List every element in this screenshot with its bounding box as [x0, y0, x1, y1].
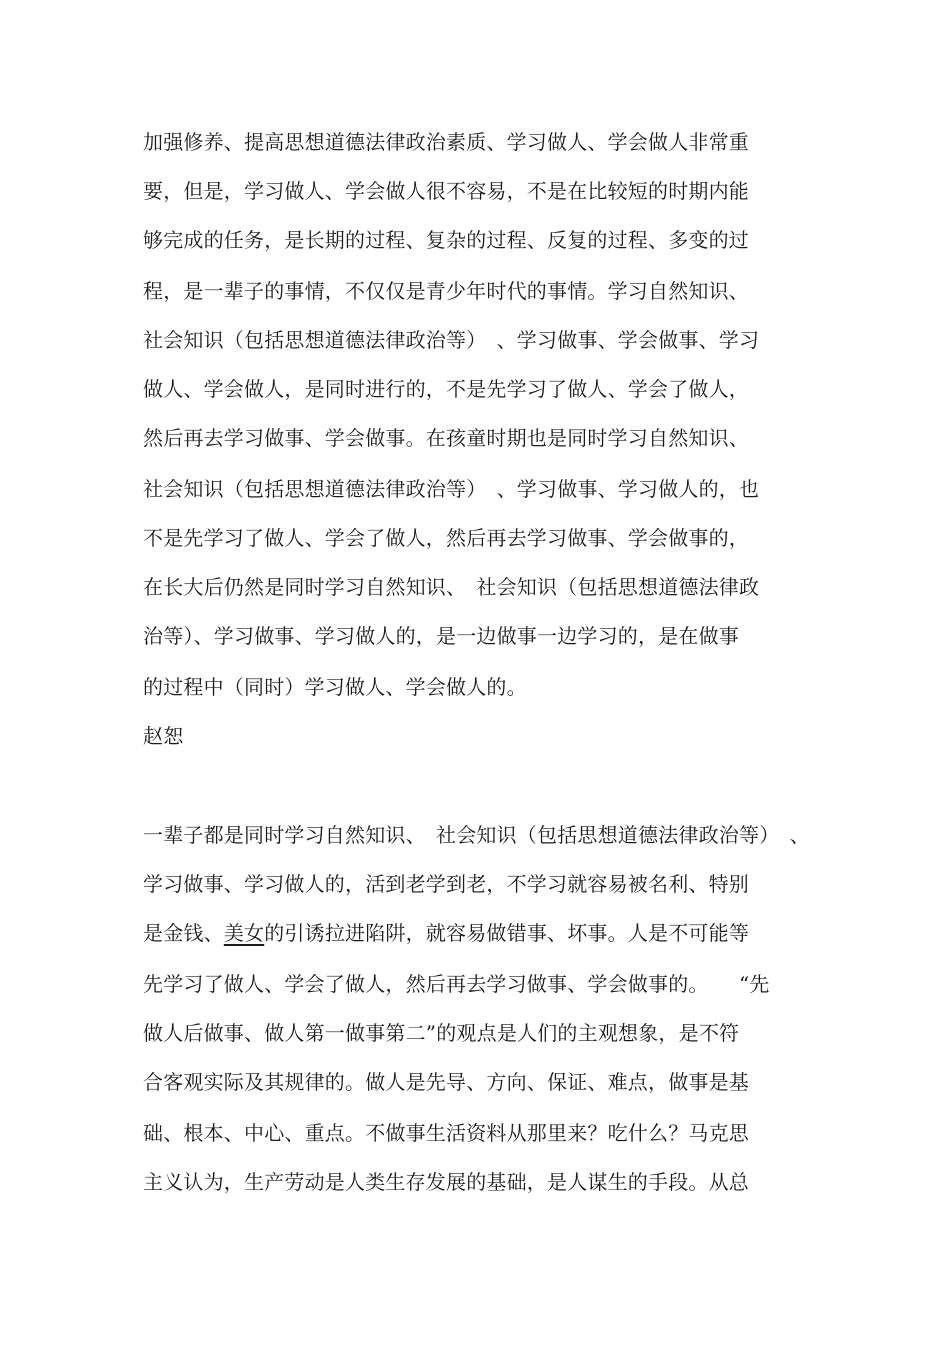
paragraph-line: 然后再去学习做事、学会做事。在孩童时期也是同时学习自然知识、 [143, 426, 749, 450]
beauty-link[interactable]: 美女 [223, 921, 265, 945]
line-segment: 的引诱拉进陷阱，就容易做错事、坏事。人是不可能等 [264, 921, 750, 945]
line-segment: 是金钱、 [143, 921, 224, 945]
paragraph-line: 治等）、学习做事、学习做人的，是一边做事一边学习的，是在做事 [143, 624, 739, 648]
paragraph-line: 够完成的任务，是长期的过程、复杂的过程、反复的过程、多变的过 [143, 228, 749, 252]
paragraph-line: 础、根本、中心、重点。不做事生活资料从那里来？吃什么？马克思 [143, 1121, 749, 1145]
paragraph-line: 学习做事、学习做人的，活到老学到老，不学习就容易被名利、特别 [143, 872, 749, 896]
paragraph-line: 社会知识（包括思想道德法律政治等） 、学习做事、学会做事、学习 [143, 328, 760, 352]
paragraph-line: 要，但是，学习做人、学会做人很不容易，不是在比较短的时期内能 [143, 179, 749, 203]
paragraph-line: 合客观实际及其规律的。做人是先导、方向、保证、难点，做事是基 [143, 1070, 749, 1094]
author-name: 赵恕 [143, 724, 184, 748]
paragraph-line: 的过程中（同时）学习做人、学会做人的。 [143, 675, 527, 699]
paragraph-line: 社会知识（包括思想道德法律政治等） 、学习做事、学习做人的，也 [143, 477, 760, 501]
paragraph-line: 先学习了做人、学会了做人，然后再去学习做事、学会做事的。 “先 [143, 972, 770, 996]
paragraph-line: 做人、学会做人，是同时进行的，不是先学习了做人、学会了做人， [143, 377, 749, 401]
paragraph-line: 做人后做事、做人第一做事第二”的观点是人们的主观想象，是不符 [143, 1021, 740, 1045]
paragraph-line: 在长大后仍然是同时学习自然知识、 社会知识（包括思想道德法律政 [143, 575, 760, 599]
paragraph-line: 加强修养、提高思想道德法律政治素质、学习做人、学会做人非常重 [143, 130, 749, 154]
paragraph-line: 一辈子都是同时学习自然知识、 社会知识（包括思想道德法律政治等） 、 [143, 823, 810, 847]
paragraph-line: 不是先学习了做人、学会了做人，然后再去学习做事、学会做事的， [143, 526, 749, 550]
paragraph-line [143, 919, 749, 947]
paragraph-line: 程，是一辈子的事情，不仅仅是青少年时代的事情。学习自然知识、 [143, 279, 749, 303]
paragraph-line: 主义认为，生产劳动是人类生存发展的基础，是人谋生的手段。从总 [143, 1170, 749, 1194]
